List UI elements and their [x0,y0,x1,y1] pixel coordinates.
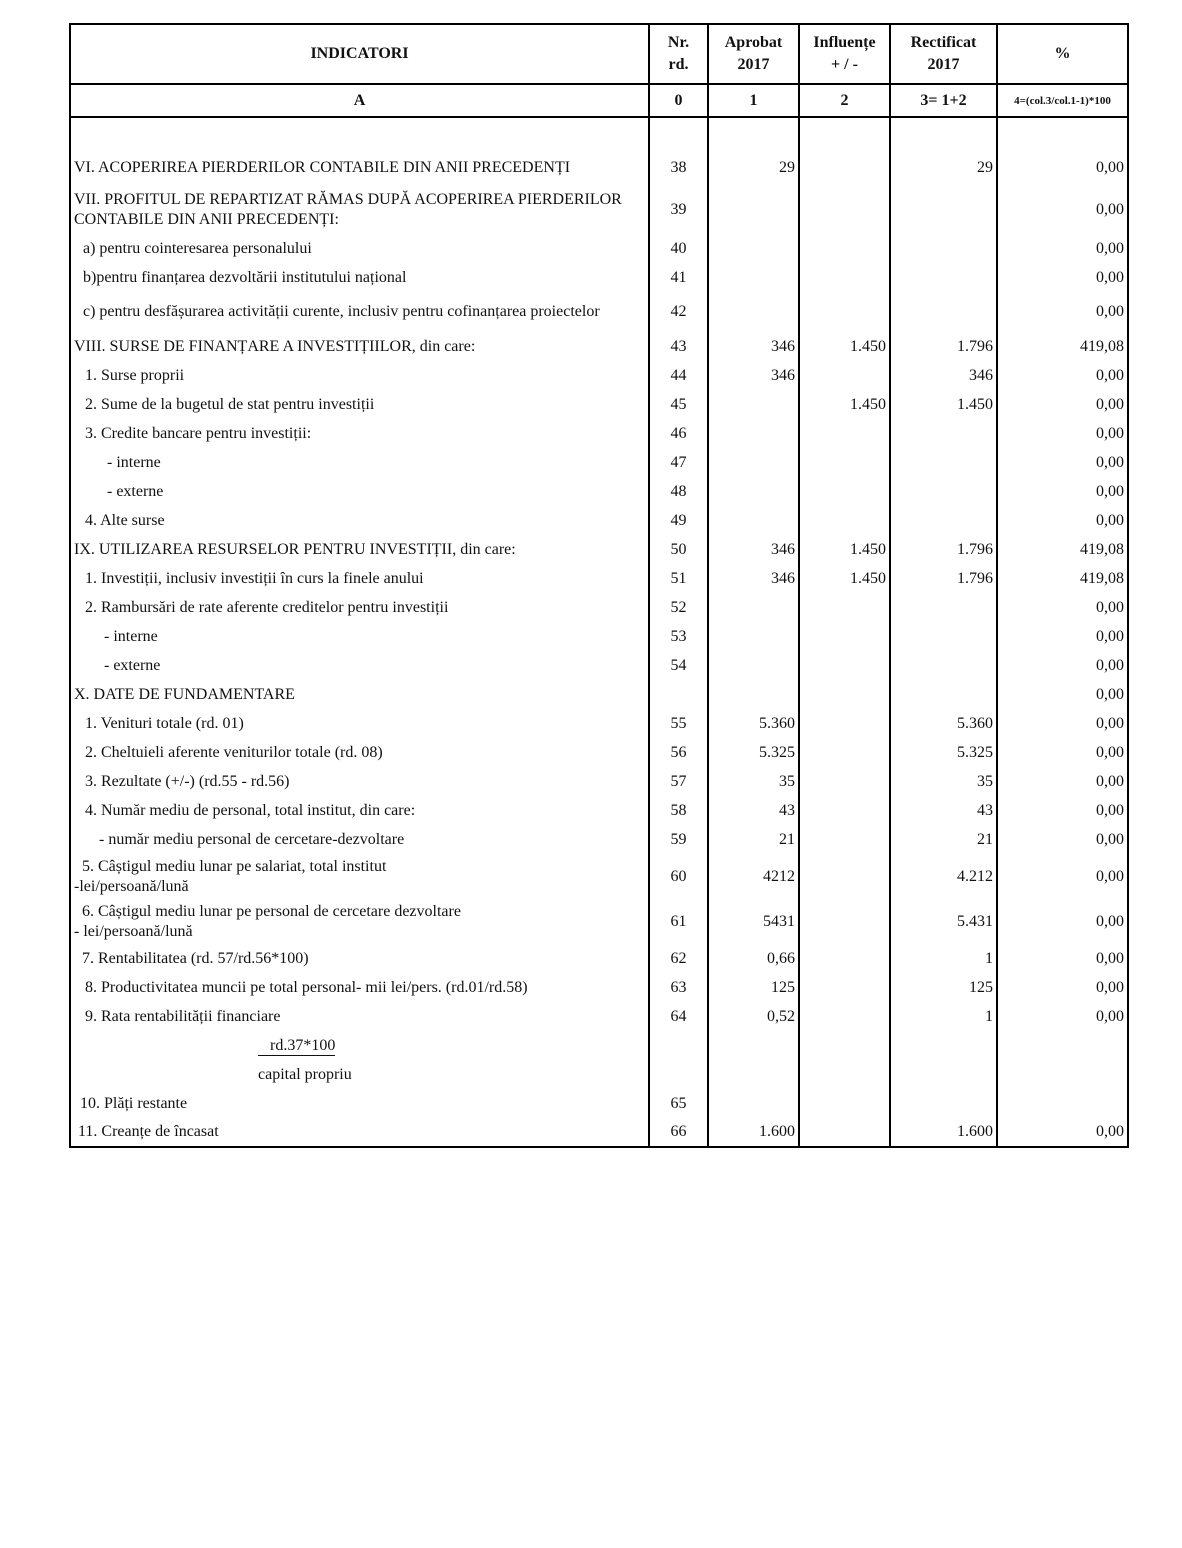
table-row [70,709,1128,738]
row-label-text: 4. Număr mediu de personal, total institut, din care: [85,801,416,819]
cell-rectificat: 43 [890,796,997,825]
cell-influente [799,593,890,622]
row-label [70,1031,649,1060]
row-number: 65 [649,1089,708,1118]
row-number: 51 [649,564,708,593]
row-label [70,506,649,535]
table-row [70,564,1128,593]
cell-aprobat [708,1060,799,1089]
cell-influente [799,854,890,899]
cell-aprobat [708,506,799,535]
header-influente-line1: Influențe [813,34,876,51]
table-row [70,680,1128,709]
row-label-line1: 6. Câștigul mediu lunar pe personal de cercetare dezvoltare [82,902,461,920]
cell-rectificat [890,263,997,292]
header-aprobat [708,24,799,84]
row-number: 53 [649,622,708,651]
cell-influente [799,361,890,390]
row-number: 38 [649,150,708,185]
cell-aprobat: 29 [708,150,799,185]
cell-rectificat [890,419,997,448]
cell-influente [799,899,890,944]
cell-pct: 0,00 [997,390,1128,419]
row-label-text: 11. Creanțe de încasat [78,1123,219,1140]
row-number: 39 [649,185,708,234]
cell-aprobat [708,651,799,680]
cell-influente [799,825,890,854]
cell-rectificat: 5.325 [890,738,997,767]
row-label [70,448,649,477]
cell-influente: 1.450 [799,332,890,361]
header-rectificat-line1: Rectificat [910,34,977,51]
row-number: 49 [649,506,708,535]
cell-aprobat: 5.360 [708,709,799,738]
cell-rectificat [890,680,997,709]
row-number: 62 [649,944,708,973]
row-label-text: VII. PROFITUL DE REPARTIZAT RĂMAS DUPĂ ACOPERIREA PIERDERILOR CONTABILE DIN ANII PRECEDENȚI: [74,190,622,228]
cell-pct: 0,00 [997,419,1128,448]
row-label [70,564,649,593]
row-label [70,593,649,622]
header-rectificat-line2: 2017 [927,56,960,73]
cell-influente [799,1118,890,1147]
row-label-line1: 5. Câștigul mediu lunar pe salariat, total institut [82,857,387,875]
cell-influente [799,234,890,263]
row-number: 63 [649,973,708,1002]
cell-aprobat [708,448,799,477]
cell-pct: 0,00 [997,593,1128,622]
cell-aprobat [708,234,799,263]
cell-rectificat [890,292,997,332]
cell-influente [799,506,890,535]
row-label-text: X. DATE DE FUNDAMENTARE [74,685,295,703]
row-label-line2: - lei/persoană/lună [74,922,193,940]
table-row [70,738,1128,767]
cell-rectificat: 5.360 [890,709,997,738]
row-label-text: 1. Surse proprii [85,366,185,384]
cell-rectificat: 4.212 [890,854,997,899]
cell-rectificat [890,1031,997,1060]
cell-rectificat: 1.450 [890,390,997,419]
cell-rectificat: 1.796 [890,332,997,361]
header-aprobat-line1: Aprobat [724,34,783,51]
cell-influente [799,448,890,477]
row-number [649,1031,708,1060]
table-row [70,944,1128,973]
cell-pct: 0,00 [997,680,1128,709]
cell-aprobat [708,419,799,448]
cell-aprobat [708,1089,799,1118]
table-row [70,506,1128,535]
row-number: 60 [649,854,708,899]
row-label-text: 7. Rentabilitatea (rd. 57/rd.56*100) [82,949,309,967]
table-row [70,150,1128,185]
cell-rectificat [890,448,997,477]
row-label [70,477,649,506]
row-number: 57 [649,767,708,796]
row-label [70,535,649,564]
row-number: 44 [649,361,708,390]
table-row [70,593,1128,622]
row-label [70,825,649,854]
cell-aprobat [708,622,799,651]
cell-pct: 0,00 [997,361,1128,390]
cell-rectificat: 1 [890,944,997,973]
table-row [70,390,1128,419]
table-row [70,292,1128,332]
cell-pct: 0,00 [997,738,1128,767]
row-label-text: - externe [104,656,161,674]
cell-rectificat [890,622,997,651]
table-row [70,899,1128,944]
table-row [70,234,1128,263]
budget-document [69,23,1127,1148]
table-row [70,973,1128,1002]
row-number: 43 [649,332,708,361]
column-index-row [70,84,1128,117]
cell-pct: 0,00 [997,292,1128,332]
row-label [70,767,649,796]
cell-rectificat: 1.796 [890,564,997,593]
cell-influente [799,709,890,738]
table-body [70,117,1128,1147]
table-row [70,448,1128,477]
cell-aprobat [708,680,799,709]
row-label [70,234,649,263]
row-label [70,390,649,419]
table-row [70,185,1128,234]
row-label [70,1002,649,1031]
row-label-text: - interne [107,453,161,471]
cell-rectificat [890,593,997,622]
row-label [70,1118,649,1147]
cell-aprobat: 1.600 [708,1118,799,1147]
cell-pct: 0,00 [997,622,1128,651]
col-index-a: A [70,84,649,117]
table-row [70,477,1128,506]
table-row [70,622,1128,651]
row-label-text: c) pentru desfășurarea activității curente, inclusiv pentru cofinanțarea proiectelor [83,303,600,320]
cell-influente [799,738,890,767]
row-label [70,944,649,973]
row-label [70,709,649,738]
cell-rectificat: 1.796 [890,535,997,564]
row-label [70,651,649,680]
row-label-text: 3. Credite bancare pentru investiții: [85,424,312,442]
cell-pct: 0,00 [997,767,1128,796]
row-label-text: a) pentru cointeresarea personalului [83,239,312,257]
cell-influente [799,680,890,709]
cell-influente [799,944,890,973]
cell-pct [997,1089,1128,1118]
row-label-text: 10. Plăți restante [80,1094,188,1112]
row-label [70,332,649,361]
cell-influente [799,622,890,651]
row-number: 56 [649,738,708,767]
col-index-1: 1 [708,84,799,117]
header-nr-rd [649,24,708,84]
cell-rectificat [890,185,997,234]
cell-rectificat: 21 [890,825,997,854]
cell-influente [799,767,890,796]
row-label [70,419,649,448]
table-row [70,825,1128,854]
cell-rectificat [890,651,997,680]
row-label [70,1089,649,1118]
table-row [70,361,1128,390]
row-label-text: 1. Investiții, inclusiv investiții în curs la finele anului [85,569,424,587]
col-index-4: 4=(col.3/col.1-1)*100 [997,84,1128,117]
cell-pct: 0,00 [997,709,1128,738]
table-row [70,419,1128,448]
spacer-row [70,117,1128,150]
cell-pct: 0,00 [997,973,1128,1002]
cell-aprobat: 346 [708,564,799,593]
row-label-text: IX. UTILIZAREA RESURSELOR PENTRU INVESTIȚII, din care: [74,540,516,558]
formula-numerator: rd.37*100 [258,1037,335,1056]
row-label-text: 2. Cheltuieli aferente veniturilor totale (rd. 08) [85,743,383,761]
cell-influente [799,292,890,332]
table-row [70,796,1128,825]
row-label [70,680,649,709]
row-number: 42 [649,292,708,332]
row-label [70,1060,649,1089]
cell-rectificat: 35 [890,767,997,796]
row-label [70,292,649,332]
row-label [70,361,649,390]
table-row [70,535,1128,564]
cell-aprobat: 0,66 [708,944,799,973]
row-number: 40 [649,234,708,263]
cell-rectificat [890,477,997,506]
header-percent: % [997,24,1128,84]
row-label-text: 8. Productivitatea muncii pe total personal- mii lei/pers. (rd.01/rd.58) [85,978,528,996]
row-number: 54 [649,651,708,680]
table-row [70,1002,1128,1031]
formula-denominator: capital propriu [258,1065,352,1083]
row-number: 46 [649,419,708,448]
cell-pct: 0,00 [997,1118,1128,1147]
row-number: 50 [649,535,708,564]
cell-pct: 0,00 [997,825,1128,854]
row-number: 61 [649,899,708,944]
table-row [70,263,1128,292]
row-number [649,1060,708,1089]
cell-influente [799,477,890,506]
cell-pct [997,1031,1128,1060]
table-row [70,1118,1128,1147]
cell-aprobat: 346 [708,361,799,390]
cell-rectificat [890,1089,997,1118]
row-label [70,796,649,825]
cell-aprobat [708,593,799,622]
cell-rectificat: 1 [890,1002,997,1031]
cell-rectificat: 29 [890,150,997,185]
cell-pct: 0,00 [997,477,1128,506]
table-row [70,767,1128,796]
cell-pct: 0,00 [997,150,1128,185]
col-index-2: 2 [799,84,890,117]
row-label [70,738,649,767]
row-number: 64 [649,1002,708,1031]
cell-influente [799,419,890,448]
header-indicatori: INDICATORI [70,24,649,84]
row-number: 41 [649,263,708,292]
row-label [70,899,649,944]
cell-aprobat: 5431 [708,899,799,944]
row-label [70,263,649,292]
row-label-text: - externe [107,482,164,500]
cell-aprobat [708,1031,799,1060]
header-row [70,24,1128,84]
col-index-3: 3= 1+2 [890,84,997,117]
cell-aprobat: 35 [708,767,799,796]
cell-rectificat [890,506,997,535]
cell-influente [799,1031,890,1060]
cell-influente [799,150,890,185]
cell-influente: 1.450 [799,535,890,564]
cell-influente: 1.450 [799,390,890,419]
cell-pct: 0,00 [997,944,1128,973]
cell-rectificat: 1.600 [890,1118,997,1147]
cell-aprobat: 43 [708,796,799,825]
row-number: 55 [649,709,708,738]
row-number [649,680,708,709]
cell-aprobat [708,185,799,234]
cell-aprobat [708,292,799,332]
cell-pct: 0,00 [997,651,1128,680]
header-rectificat [890,24,997,84]
cell-influente [799,263,890,292]
cell-influente [799,1089,890,1118]
cell-pct: 0,00 [997,263,1128,292]
row-label-text: 2. Sume de la bugetul de stat pentru investiții [85,395,375,413]
row-label [70,150,649,185]
cell-aprobat: 346 [708,332,799,361]
row-label-text: b)pentru finanțarea dezvoltării institutului național [83,268,407,286]
row-label-text: VIII. SURSE DE FINANȚARE A INVESTIȚIILOR, din care: [74,337,476,355]
cell-rectificat: 125 [890,973,997,1002]
cell-aprobat [708,263,799,292]
cell-influente [799,651,890,680]
cell-pct: 419,08 [997,535,1128,564]
cell-influente [799,973,890,1002]
cell-pct: 0,00 [997,448,1128,477]
cell-influente [799,796,890,825]
table-row [70,1060,1128,1089]
row-number: 52 [649,593,708,622]
cell-pct: 0,00 [997,185,1128,234]
row-label-text: 1. Venituri totale (rd. 01) [85,714,244,732]
row-label [70,854,649,899]
row-number: 66 [649,1118,708,1147]
cell-aprobat [708,477,799,506]
cell-pct: 0,00 [997,899,1128,944]
row-label-text: VI. ACOPERIREA PIERDERILOR CONTABILE DIN ANII PRECEDENȚI [74,158,571,176]
cell-aprobat: 0,52 [708,1002,799,1031]
cell-influente: 1.450 [799,564,890,593]
row-number: 59 [649,825,708,854]
cell-aprobat: 5.325 [708,738,799,767]
table-row [70,651,1128,680]
budget-table [69,23,1129,1148]
table-row [70,1031,1128,1060]
cell-pct: 0,00 [997,796,1128,825]
col-index-0: 0 [649,84,708,117]
header-influente-line2: + / - [831,56,858,73]
row-number: 45 [649,390,708,419]
table-row [70,332,1128,361]
cell-rectificat [890,1060,997,1089]
row-label-text: 4. Alte surse [85,511,165,529]
header-aprobat-line2: 2017 [737,56,770,73]
cell-pct: 0,00 [997,234,1128,263]
cell-rectificat [890,234,997,263]
cell-aprobat: 125 [708,973,799,1002]
row-label-text: - număr mediu personal de cercetare-dezvoltare [99,830,405,848]
cell-pct [997,1060,1128,1089]
header-influente [799,24,890,84]
cell-aprobat: 21 [708,825,799,854]
cell-pct: 0,00 [997,506,1128,535]
table-row [70,854,1128,899]
row-label [70,973,649,1002]
cell-aprobat: 4212 [708,854,799,899]
cell-aprobat: 346 [708,535,799,564]
row-label [70,622,649,651]
cell-pct: 419,08 [997,564,1128,593]
cell-pct: 0,00 [997,1002,1128,1031]
cell-pct: 419,08 [997,332,1128,361]
row-label-line2: -lei/persoană/lună [74,877,189,895]
cell-rectificat: 5.431 [890,899,997,944]
row-label-text: 9. Rata rentabilității financiare [85,1007,281,1025]
row-label [70,185,649,234]
header-nr-rd-line1: Nr. [667,34,690,51]
row-label-text: 3. Rezultate (+/-) (rd.55 - rd.56) [85,772,290,790]
row-number: 58 [649,796,708,825]
cell-rectificat: 346 [890,361,997,390]
row-number: 47 [649,448,708,477]
table-row [70,1089,1128,1118]
row-label-text: - interne [104,627,158,645]
cell-influente [799,1060,890,1089]
cell-aprobat [708,390,799,419]
cell-influente [799,1002,890,1031]
row-label-text: 2. Rambursări de rate aferente creditelor pentru investiții [85,598,449,616]
cell-pct: 0,00 [997,854,1128,899]
cell-influente [799,185,890,234]
header-nr-rd-line2: rd. [668,56,689,73]
row-number: 48 [649,477,708,506]
